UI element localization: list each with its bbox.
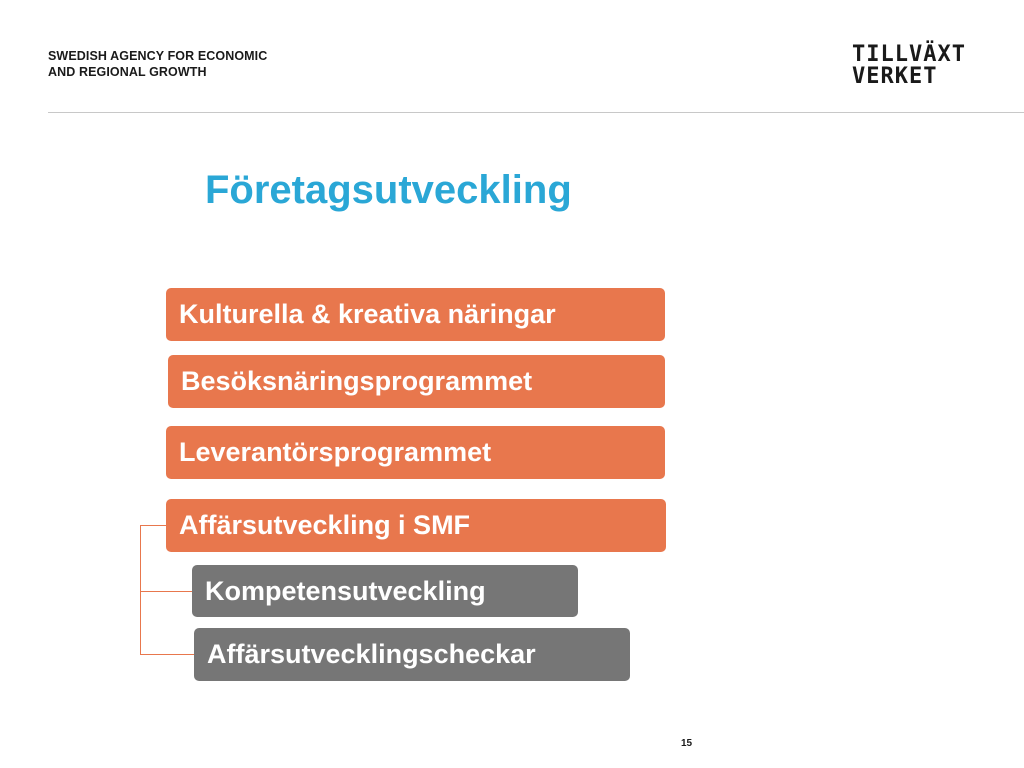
connector-branch-kompetensutveckling [140,591,193,592]
agency-name-line2: AND REGIONAL GROWTH [48,65,207,79]
box-affarsutvecklingscheckar: Affärsutvecklingscheckar [194,628,630,681]
connector-branch-affarsutveckling [140,525,167,526]
tillvaxtverket-logo [852,38,980,92]
box-kulturella-kreativa-naringar: Kulturella & kreativa näringar [166,288,665,341]
box-leverantorsprogrammet: Leverantörsprogrammet [166,426,665,479]
agency-name [48,48,267,80]
box-affarsutveckling-smf: Affärsutveckling i SMF [166,499,666,552]
connector-vertical [140,525,141,655]
connector-branch-affarsutvecklingscheckar [140,654,195,655]
slide-title: Företagsutveckling [205,168,572,212]
box-kompetensutveckling: Kompetensutveckling [192,565,578,617]
page-number: 15 [681,738,693,749]
header-divider [48,112,1024,113]
agency-name-line1: SWEDISH AGENCY FOR ECONOMIC [48,49,268,63]
logo-line2: VERKET [852,64,938,89]
logo-line1: TILLVÄXT [852,42,966,67]
box-besoksnaringsprogrammet: Besöksnäringsprogrammet [168,355,665,408]
